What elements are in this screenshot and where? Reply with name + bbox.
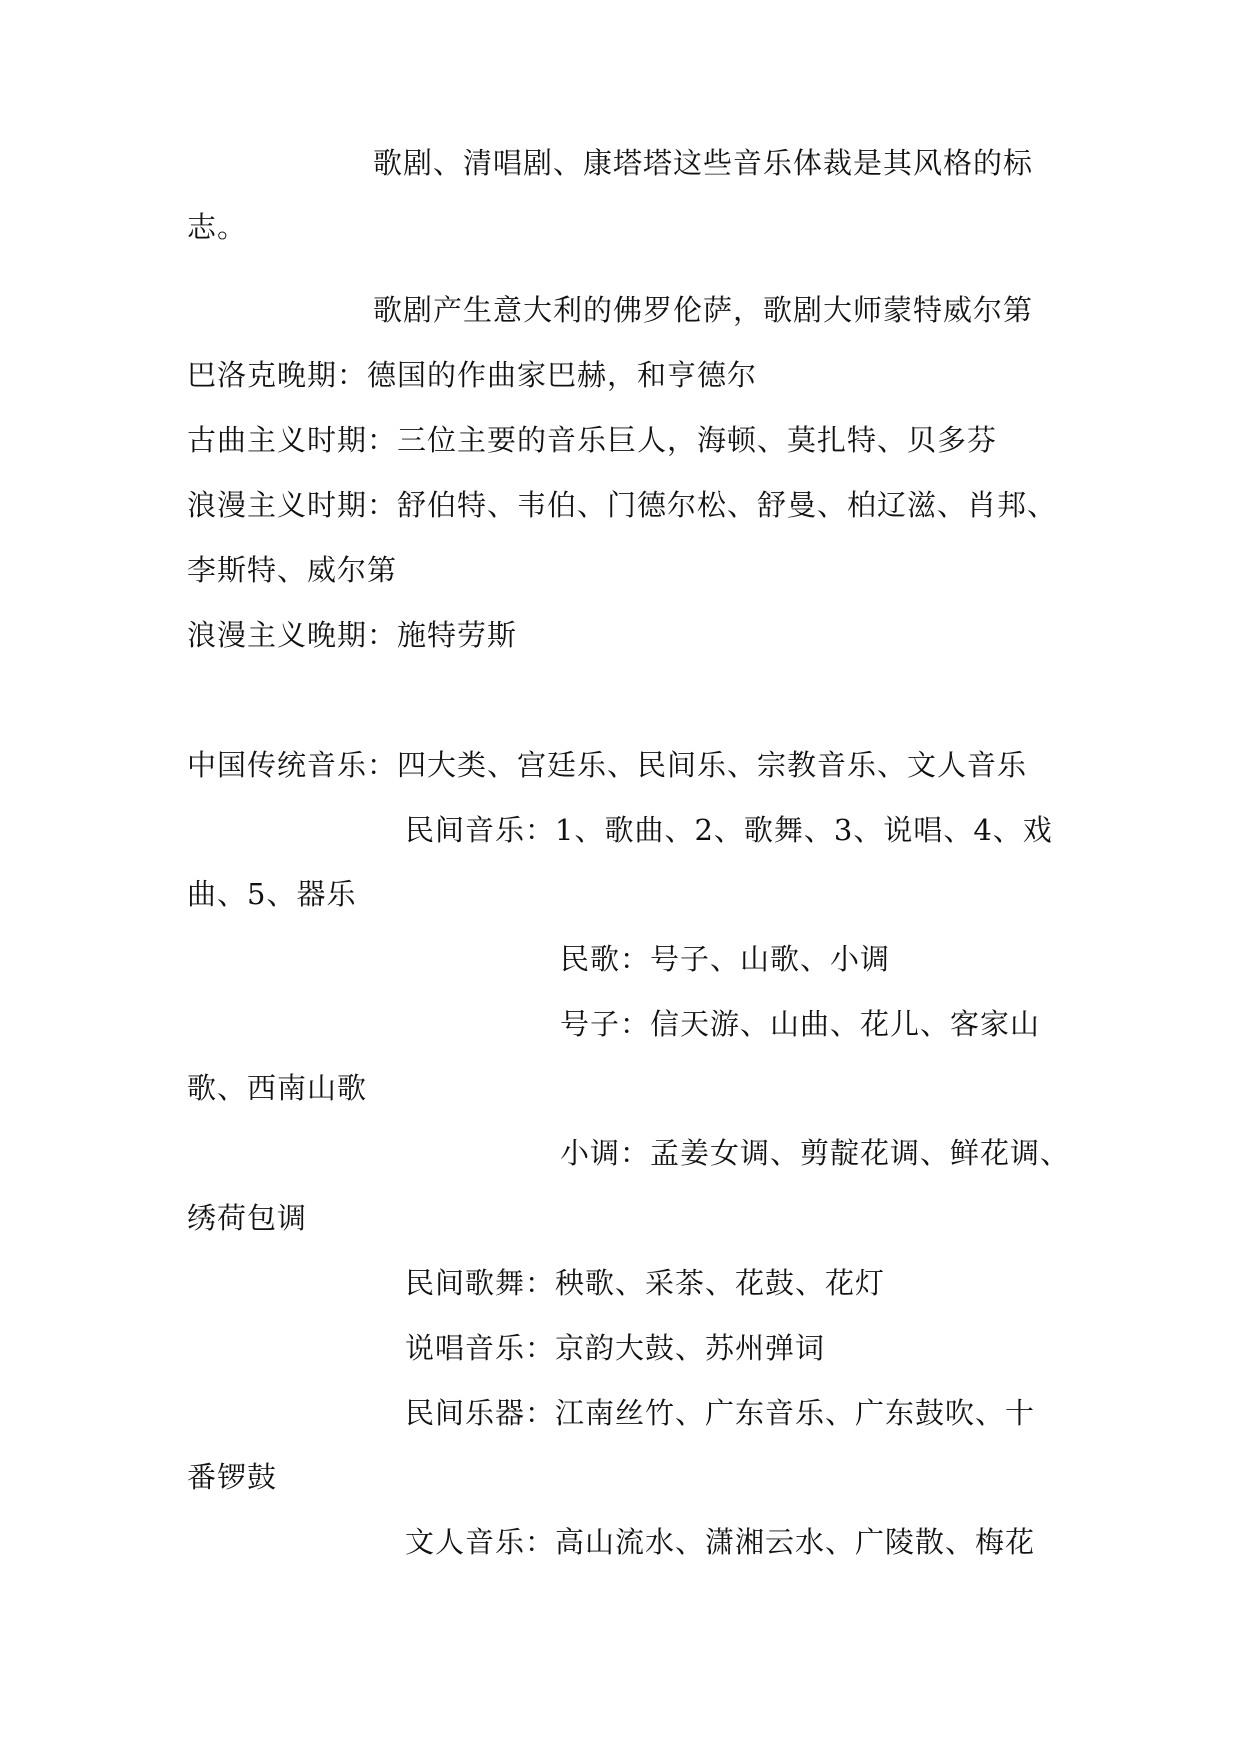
text-line-9: 中国传统音乐：四大类、宫廷乐、民间乐、宗教音乐、文人音乐 — [187, 748, 1028, 782]
text-line-12: 民歌：号子、山歌、小调 — [560, 942, 891, 976]
text-line-6: 浪漫主义时期：舒伯特、韦伯、门德尔松、舒曼、柏辽滋、肖邦、 — [187, 488, 1058, 522]
text-line-10: 民间音乐：1、歌曲、2、歌舞、3、说唱、4、戏 — [405, 813, 1053, 847]
text-line-4: 巴洛克晚期：德国的作曲家巴赫，和亨德尔 — [187, 358, 758, 392]
text-line-18: 说唱音乐：京韵大鼓、苏州弹词 — [405, 1331, 826, 1365]
text-line-1: 歌剧、清唱剧、康塔塔这些音乐体裁是其风格的标 — [373, 146, 1034, 180]
text-line-17: 民间歌舞：秧歌、采茶、花鼓、花灯 — [405, 1266, 886, 1300]
text-line-19: 民间乐器：江南丝竹、广东音乐、广东鼓吹、十 — [405, 1396, 1036, 1430]
text-line-14: 歌、西南山歌 — [187, 1071, 368, 1105]
text-line-8: 浪漫主义晚期：施特劳斯 — [187, 618, 518, 652]
text-line-5: 古曲主义时期：三位主要的音乐巨人，海顿、莫扎特、贝多芬 — [187, 423, 998, 457]
text-line-15: 小调：孟姜女调、剪靛花调、鲜花调、 — [560, 1136, 1071, 1170]
text-line-21: 文人音乐：高山流水、潇湘云水、广陵散、梅花 — [405, 1525, 1036, 1559]
text-line-3: 歌剧产生意大利的佛罗伦萨，歌剧大师蒙特威尔第 — [373, 293, 1034, 327]
text-line-13: 号子：信天游、山曲、花儿、客家山 — [560, 1007, 1041, 1041]
text-line-16: 绣荷包调 — [187, 1201, 308, 1235]
text-line-20: 番锣鼓 — [187, 1460, 278, 1494]
text-line-2: 志。 — [187, 210, 248, 244]
text-line-7: 李斯特、威尔第 — [187, 553, 398, 587]
text-line-11: 曲、5、器乐 — [187, 877, 357, 911]
